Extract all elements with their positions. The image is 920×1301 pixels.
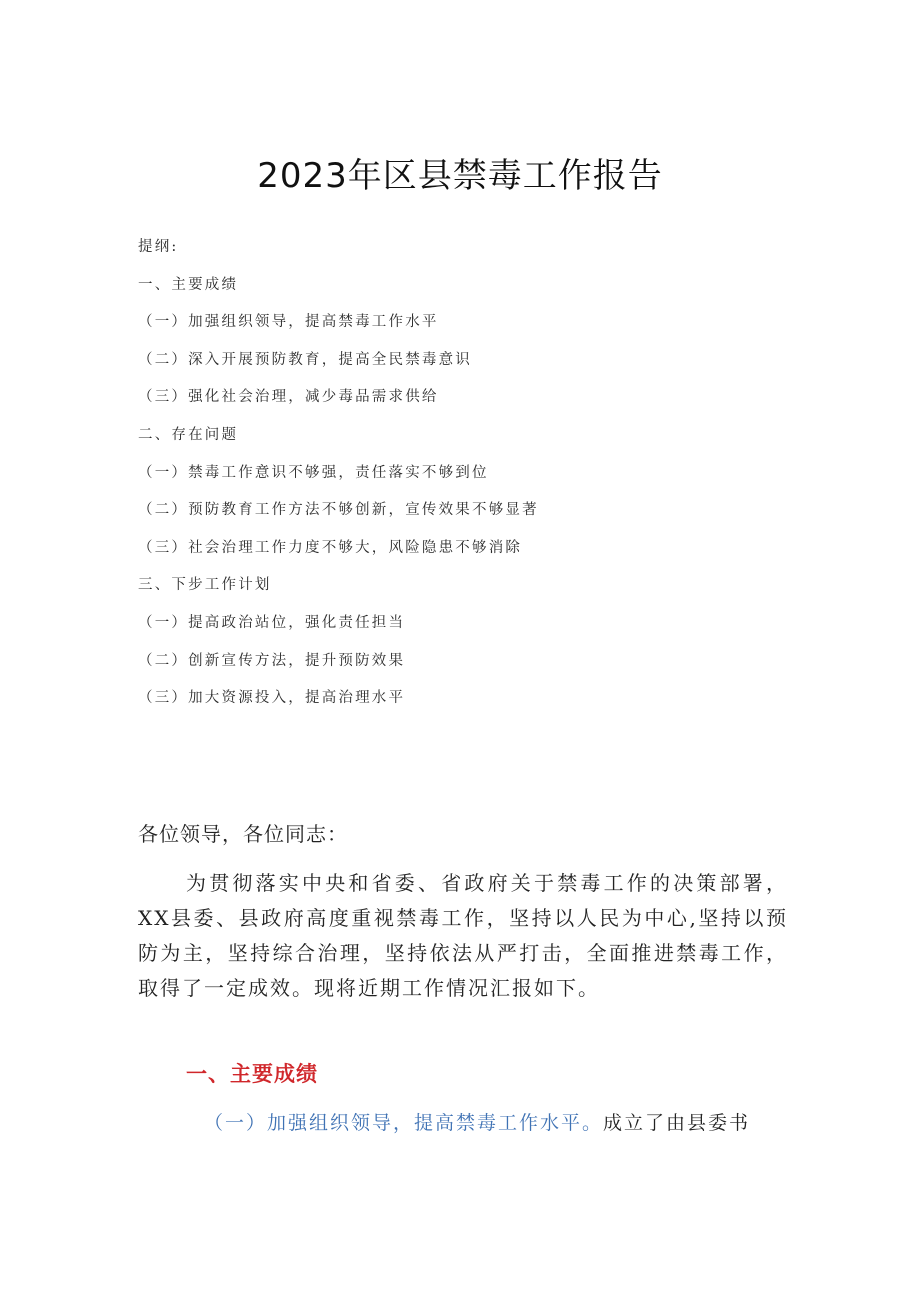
section-heading: 一、主要成绩: [186, 1062, 318, 1086]
document-title: 2023年区县禁毒工作报告: [257, 156, 663, 196]
outline-subitem: （二）创新宣传方法，提升预防效果: [138, 652, 406, 669]
outline-subitem: （二）深入开展预防教育，提高全民禁毒意识: [138, 351, 472, 368]
salutation: 各位领导，各位同志：: [138, 822, 348, 846]
outline-item: 一、主要成绩: [138, 276, 239, 293]
outline-subitem: （三）强化社会治理，减少毒品需求供给: [138, 389, 439, 406]
outline-item: 二、存在问题: [138, 426, 239, 443]
outline-list: [138, 236, 838, 725]
outline-subitem: （二）预防教育工作方法不够创新，宣传效果不够显著: [138, 502, 539, 519]
subsection-title: （一）加强组织领导，提高禁毒工作水平。: [204, 1112, 604, 1134]
outline-subitem: （一）加强组织领导，提高禁毒工作水平: [138, 314, 439, 331]
outline-subitem: （一）禁毒工作意识不够强，责任落实不够到位: [138, 464, 489, 481]
subsection-text: 成立了由县委书: [603, 1112, 751, 1134]
outline-subitem: （三）社会治理工作力度不够大，风险隐患不够消除: [138, 539, 523, 556]
subsection-line: [204, 1108, 750, 1135]
intro-paragraph: 为贯彻落实中央和省委、省政府关于禁毒工作的决策部署，XX县委、县政府高度重视禁毒工作，坚持以人民为中心,坚持以预防为主，坚持综合治理，坚持依法从严打击，全面推进禁毒工作，取得了一定成效。现将近期工作情况汇报如下。: [138, 871, 788, 1000]
outline-subitem: （一）提高政治站位，强化责任担当: [138, 614, 406, 631]
outline-subitem: （三）加大资源投入，提高治理水平: [138, 690, 406, 707]
outline-item: 三、下步工作计划: [138, 577, 272, 594]
outline-item: 提纲:: [138, 239, 179, 255]
